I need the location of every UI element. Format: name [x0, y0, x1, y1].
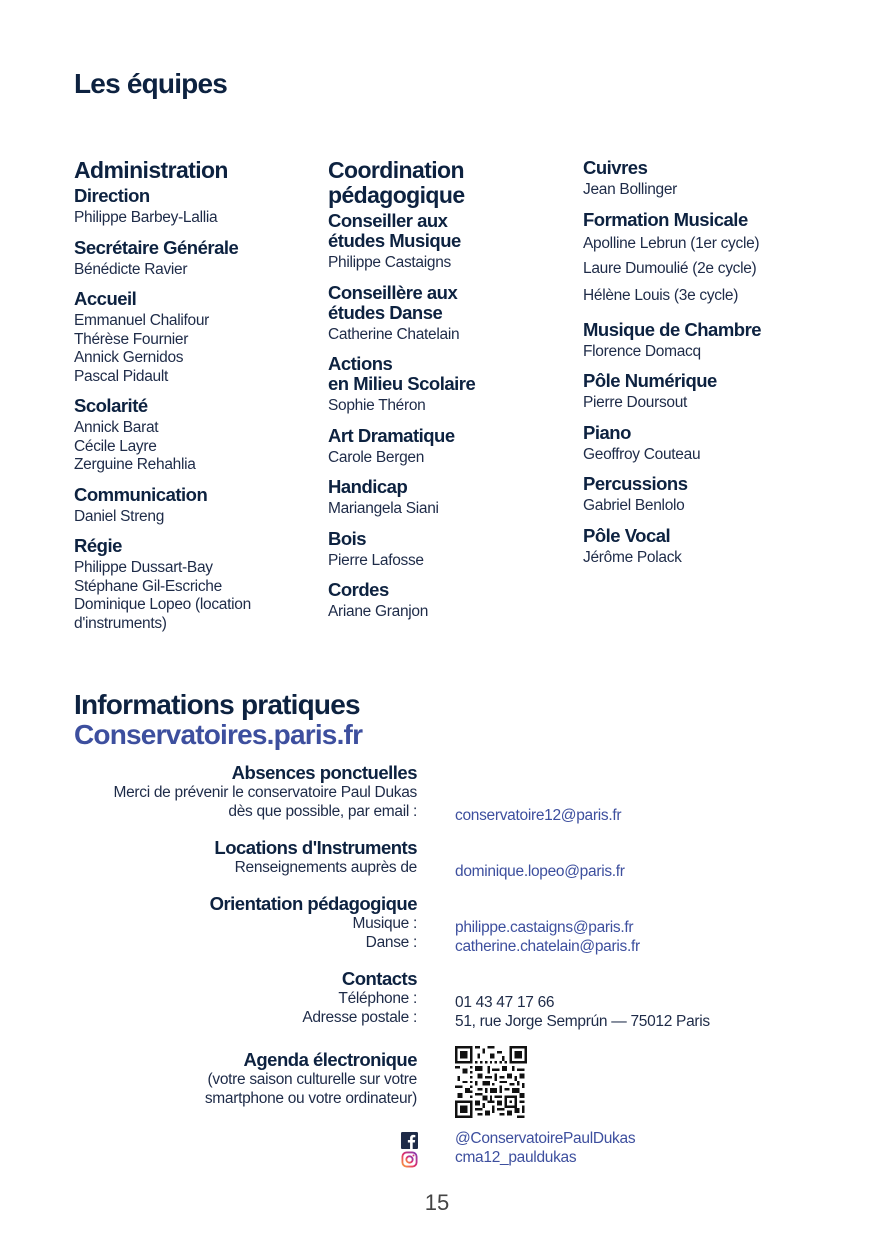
facebook-handle-link[interactable]: @ConservatoirePaulDukas [455, 1130, 636, 1147]
role-title: Pôle Vocal [583, 524, 671, 546]
locations-line1: Renseignements auprès de [234, 859, 417, 876]
person-name: Pierre Doursout [583, 394, 688, 411]
role-title: Formation Musicale [583, 208, 748, 230]
person-name: Catherine Chatelain [328, 325, 460, 343]
administration-column [74, 158, 314, 643]
role-title: Cuivres [583, 157, 648, 178]
role-title: Pôle Numérique [583, 370, 717, 391]
person-name: Philippe Castaigns [328, 254, 451, 271]
role-names [583, 343, 843, 362]
person-name: Daniel Streng [74, 507, 165, 525]
role-title-line1: Actions [328, 353, 393, 374]
person-name: Dominique Lopeo (location [74, 596, 251, 613]
facebook-icon[interactable] [401, 1132, 418, 1149]
role-title: Direction [74, 185, 150, 206]
person-name: Hélène Louis (3e cycle) [583, 287, 739, 304]
absences-line1: Merci de prévenir le conservatoire Paul Dukas [113, 784, 417, 801]
role-title: Musique de Chambre [583, 318, 762, 340]
website-link[interactable]: Conservatoires.paris.fr [74, 719, 363, 750]
role-title: Scolarité [74, 395, 148, 416]
role-names [74, 261, 314, 280]
qr-code[interactable] [455, 1046, 527, 1118]
role-title [328, 354, 568, 394]
locations-title: Locations d'Instruments [214, 837, 417, 858]
role-title: Communication [74, 483, 208, 505]
role-title: Régie [74, 535, 122, 556]
role-names [583, 394, 843, 413]
role-title-line2: en Milieu Scolaire [328, 373, 476, 394]
orientation-label-danse: Danse : [365, 933, 417, 951]
person-name: Bénédicte Ravier [74, 260, 188, 278]
phone-label: Téléphone : [338, 990, 417, 1007]
role-title-line2: études Danse [328, 301, 443, 323]
person-name: Cécile Layre [74, 437, 157, 455]
contacts-title: Contacts [341, 968, 417, 989]
role-title [328, 283, 568, 323]
role-names [74, 312, 314, 386]
role-names [328, 552, 568, 571]
role-names [583, 497, 843, 516]
role-names [328, 397, 568, 416]
role-names [74, 559, 314, 633]
absences-line2: dès que possible, par email : [228, 802, 417, 820]
coordination-title-line2: pédagogique [328, 182, 465, 208]
role-names [583, 181, 843, 200]
role-title: Accueil [74, 288, 137, 309]
role-names [74, 508, 314, 527]
absences-title: Absences ponctuelles [231, 762, 417, 783]
person-name: Mariangela Siani [328, 500, 439, 517]
role-title: Percussions [583, 473, 688, 494]
person-name: Philippe Dussart-Bay [74, 559, 213, 576]
role-title: Bois [328, 527, 367, 549]
orientation-title: Orientation pédagogique [209, 893, 417, 914]
person-name: Geoffroy Couteau [583, 445, 701, 463]
musique-email-link[interactable]: philippe.castaigns@paris.fr [455, 919, 634, 936]
address-label: Adresse postale : [302, 1008, 417, 1026]
person-name: Ariane Granjon [328, 603, 429, 620]
administration-title: Administration [74, 157, 228, 183]
person-name: Thérèse Fournier [74, 330, 189, 348]
role-names [328, 500, 568, 519]
agenda-block [37, 1049, 417, 1108]
locations-block [37, 837, 417, 878]
role-title-line1: Conseillère aux [328, 281, 458, 303]
role-title: Piano [583, 421, 631, 443]
role-names [328, 603, 568, 622]
role-title: Art Dramatique [328, 424, 455, 446]
person-name: Zerguine Rehahlia [74, 456, 196, 473]
role-names [74, 419, 314, 475]
role-title-line1: Conseiller aux [328, 210, 448, 231]
page-title: Les équipes [74, 68, 228, 99]
contacts-block [37, 968, 417, 1027]
role-title-line2: études Musique [328, 230, 461, 251]
role-title [328, 211, 568, 251]
person-name: Annick Gernidos [74, 349, 184, 366]
page-number: 15 [424, 1190, 450, 1215]
coordination-column [328, 158, 568, 632]
agenda-line1: (votre saison culturelle sur votre [207, 1071, 417, 1088]
role-title: Cordes [328, 579, 389, 600]
person-name: Carole Bergen [328, 448, 425, 466]
person-name: Pascal Pidault [74, 367, 169, 385]
coordination-title [328, 158, 568, 208]
role-title: Handicap [328, 476, 408, 497]
person-name: Jean Bollinger [583, 181, 678, 198]
role-title: Secrétaire Générale [74, 236, 239, 258]
person-name: Annick Barat [74, 419, 159, 436]
role-names [583, 446, 843, 465]
person-name: Apolline Lebrun (1er cycle) [583, 234, 760, 252]
coordination-title-line1: Coordination [328, 157, 464, 183]
role-names [328, 449, 568, 468]
locations-email-link[interactable]: dominique.lopeo@paris.fr [455, 863, 625, 880]
person-name: d'instruments) [74, 614, 167, 632]
person-name: Gabriel Benlolo [583, 497, 685, 514]
person-name: Laure Dumoulié (2e cycle) [583, 259, 757, 277]
person-name: Philippe Barbey-Lallia [74, 209, 218, 226]
role-names [74, 209, 314, 228]
person-name: Emmanuel Chalifour [74, 312, 210, 329]
role-names [328, 326, 568, 345]
person-name: Sophie Théron [328, 397, 426, 414]
person-name: Stéphane Gil-Escriche [74, 577, 222, 595]
orientation-label-musique: Musique : [352, 915, 417, 932]
agenda-line2: smartphone ou votre ordinateur) [204, 1089, 417, 1107]
role-names [583, 549, 843, 568]
instagram-icon[interactable] [401, 1151, 418, 1168]
departments-column [583, 158, 843, 577]
danse-email-link[interactable]: catherine.chatelain@paris.fr [455, 937, 640, 955]
instagram-handle-link[interactable]: cma12_pauldukas [455, 1149, 577, 1166]
person-name: Pierre Lafosse [328, 551, 424, 569]
agenda-title: Agenda électronique [243, 1049, 417, 1070]
orientation-block [37, 893, 417, 952]
role-names [583, 233, 843, 310]
info-title: Informations pratiques [74, 689, 360, 720]
absences-email-link[interactable]: conservatoire12@paris.fr [455, 807, 622, 824]
role-names [328, 254, 568, 273]
phone-value: 01 43 47 17 66 [455, 994, 555, 1011]
address-value: 51, rue Jorge Semprún — 75012 Paris [455, 1012, 710, 1030]
absences-block [37, 762, 417, 821]
person-name: Florence Domacq [583, 342, 701, 360]
person-name: Jérôme Polack [583, 548, 682, 566]
